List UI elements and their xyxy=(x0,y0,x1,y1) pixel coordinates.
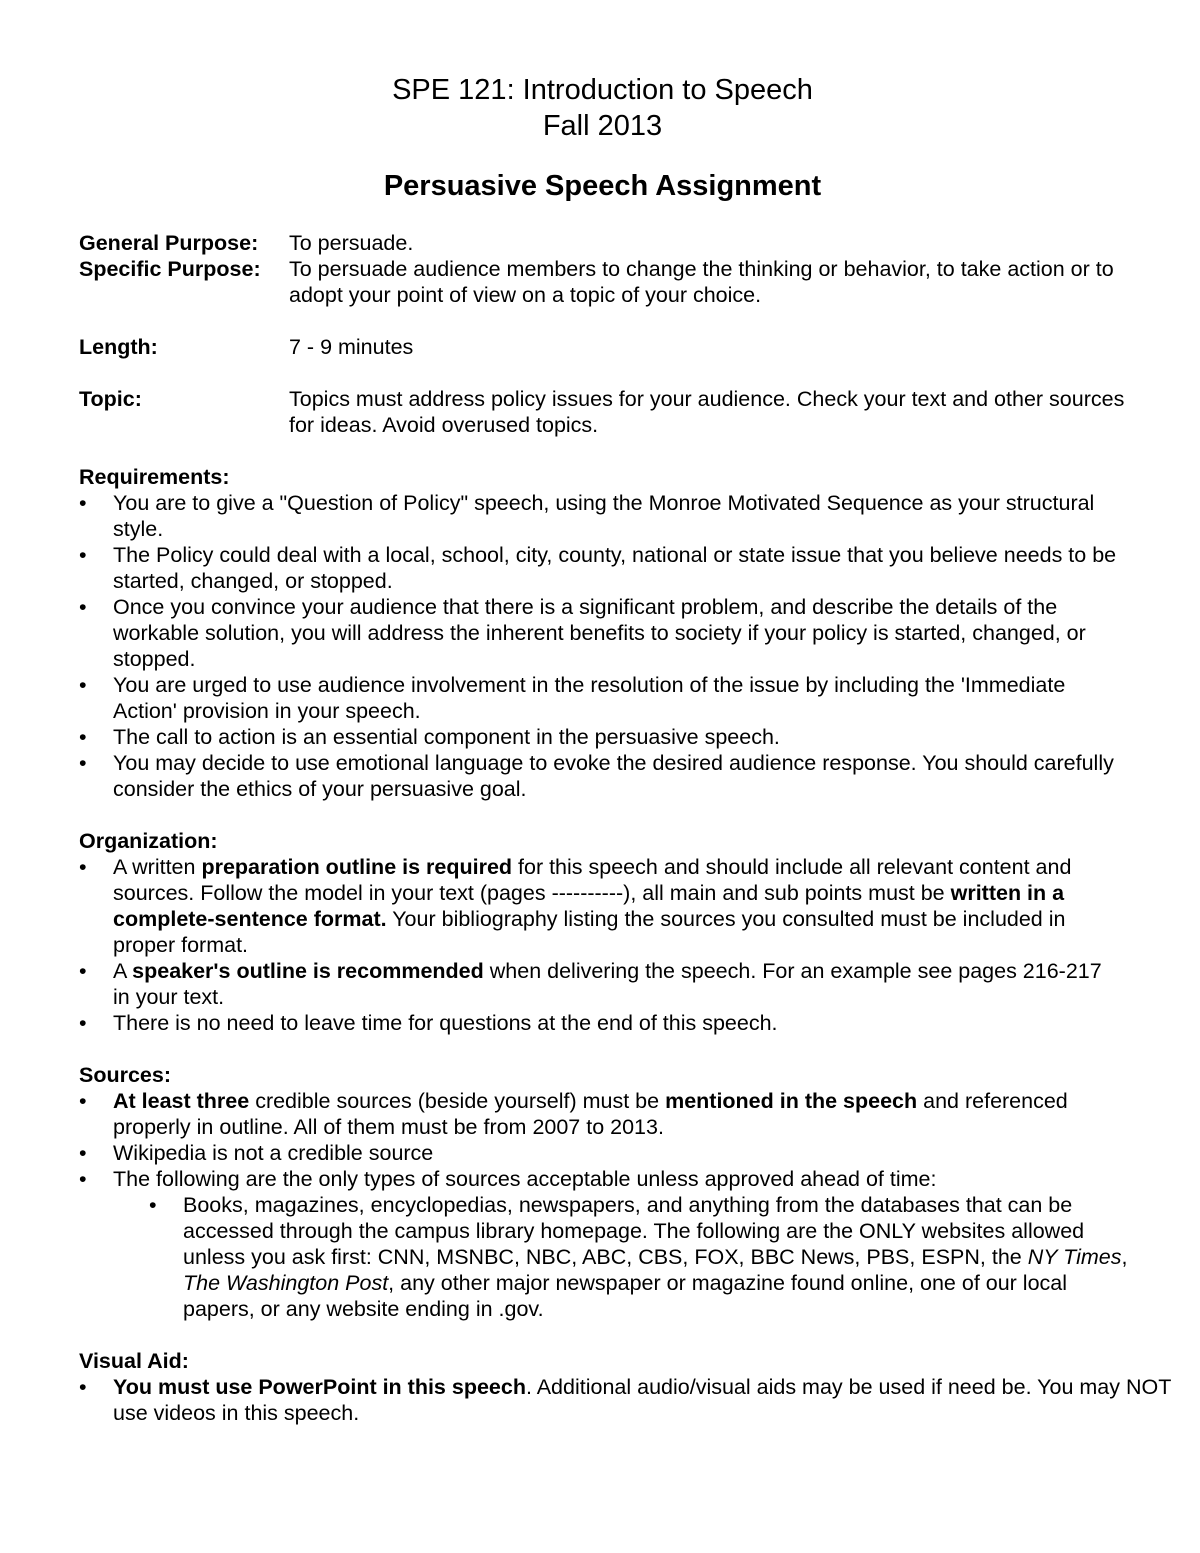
organization-heading: Organization: xyxy=(79,829,218,853)
requirements-list xyxy=(79,490,1119,802)
text-run: Books, magazines, encyclopedias, newspapers, and anything from the databases that can be accessed through the campus library homepage. The following are the ONLY websites allowed unless you ask first: CNN, MSNBC, NBC, ABC, CBS, FOX, BBC News, PBS, ESPN, the xyxy=(183,1193,1085,1269)
specific-purpose-value: To persuade audience members to change the thinking or behavior, to take action or to adopt your point of view on a topic of your choice. xyxy=(289,257,1114,307)
text-run-bold: speaker's outline is recommended xyxy=(132,959,484,983)
general-purpose-value: To persuade. xyxy=(289,231,414,255)
organization-list xyxy=(79,854,1124,1036)
list-item: • The Policy could deal with a local, school, city, county, national or state issue that you believe needs to be started, changed, or stopped. xyxy=(79,542,1119,594)
text-run-bold: written in a complete-sentence format. xyxy=(113,881,1065,931)
text-run: and referenced properly in outline. All of them must be from 2007 to 2013. xyxy=(113,1089,1068,1139)
text-run: Your bibliography listing the sources you consulted must be included in proper format. xyxy=(113,907,1066,957)
visual-aid-list xyxy=(79,1374,1179,1426)
requirements-section xyxy=(79,464,1179,802)
topic-value: Topics must address policy issues for your audience. Check your text and other sources for ideas. Avoid overused topics. xyxy=(289,387,1125,437)
list-item xyxy=(79,854,1124,958)
list-item: • You may decide to use emotional language to evoke the desired audience response. You should carefully consider the ethics of your persuasive goal. xyxy=(79,750,1119,802)
list-item: • You are urged to use audience involvement in the resolution of the issue by including the 'Immediate Action' provision in your speech. xyxy=(79,672,1119,724)
sources-sublist xyxy=(79,1192,1139,1322)
general-purpose-label: General Purpose: xyxy=(79,231,259,255)
text-run: , any other major newspaper or magazine found online, one of our local papers, or any website ending in .gov. xyxy=(183,1271,1068,1321)
text-run: credible sources (beside yourself) must be xyxy=(249,1089,666,1113)
list-item: • The following are the only types of sources acceptable unless approved ahead of time: xyxy=(79,1166,1129,1192)
text-run: . Additional audio/visual aids may be used if need be. You may NOT use videos in this speech. xyxy=(113,1375,1171,1425)
specific-purpose-label: Specific Purpose: xyxy=(79,257,261,281)
length-value: 7 - 9 minutes xyxy=(289,335,414,359)
visual-aid-section xyxy=(79,1348,1179,1426)
sources-heading: Sources: xyxy=(79,1063,172,1087)
text-run: , xyxy=(1121,1245,1128,1269)
assignment-title: Persuasive Speech Assignment xyxy=(383,170,822,202)
organization-section xyxy=(79,828,1179,1036)
text-run: A written xyxy=(113,855,202,879)
text-run: A xyxy=(113,959,133,983)
text-run-italic: The Washington Post xyxy=(183,1271,389,1295)
topic-label: Topic: xyxy=(79,387,142,411)
course-title: SPE 121: Introduction to Speech xyxy=(392,74,813,106)
text-run-bold: You must use PowerPoint in this speech xyxy=(113,1375,526,1399)
text-run-italic: NY Times xyxy=(1027,1245,1122,1269)
text-run: when delivering the speech. For an example see pages 216-217 in your text. xyxy=(113,959,1102,1009)
length-label: Length: xyxy=(79,335,158,359)
list-item xyxy=(79,1374,1179,1426)
text-run-bold: mentioned in the speech xyxy=(665,1089,918,1113)
sources-section xyxy=(79,1062,1179,1322)
text-run-bold: preparation outline is required xyxy=(201,855,513,879)
term-label: Fall 2013 xyxy=(542,110,663,142)
list-item xyxy=(79,958,1124,1010)
list-item: • Wikipedia is not a credible source xyxy=(79,1140,1129,1166)
list-item xyxy=(79,1088,1129,1140)
requirements-heading: Requirements: xyxy=(79,465,230,489)
text-run: for this speech and should include all relevant content and sources. Follow the model in your text (pages ----------), all main and sub points must be xyxy=(113,855,1072,905)
list-item: • Once you convince your audience that there is a significant problem, and describe the details of the workable solution, you will address the inherent benefits to society if your policy is started, changed, or stopped. xyxy=(79,594,1119,672)
list-item: • You are to give a "Question of Policy" speech, using the Monroe Motivated Sequence as your structural style. xyxy=(79,490,1119,542)
text-run-bold: At least three xyxy=(113,1089,250,1113)
sources-list xyxy=(79,1088,1129,1192)
list-item: • There is no need to leave time for questions at the end of this speech. xyxy=(79,1010,1124,1036)
list-item xyxy=(79,1192,1139,1322)
visual-aid-heading: Visual Aid: xyxy=(79,1349,189,1373)
list-item: • The call to action is an essential component in the persuasive speech. xyxy=(79,724,1119,750)
